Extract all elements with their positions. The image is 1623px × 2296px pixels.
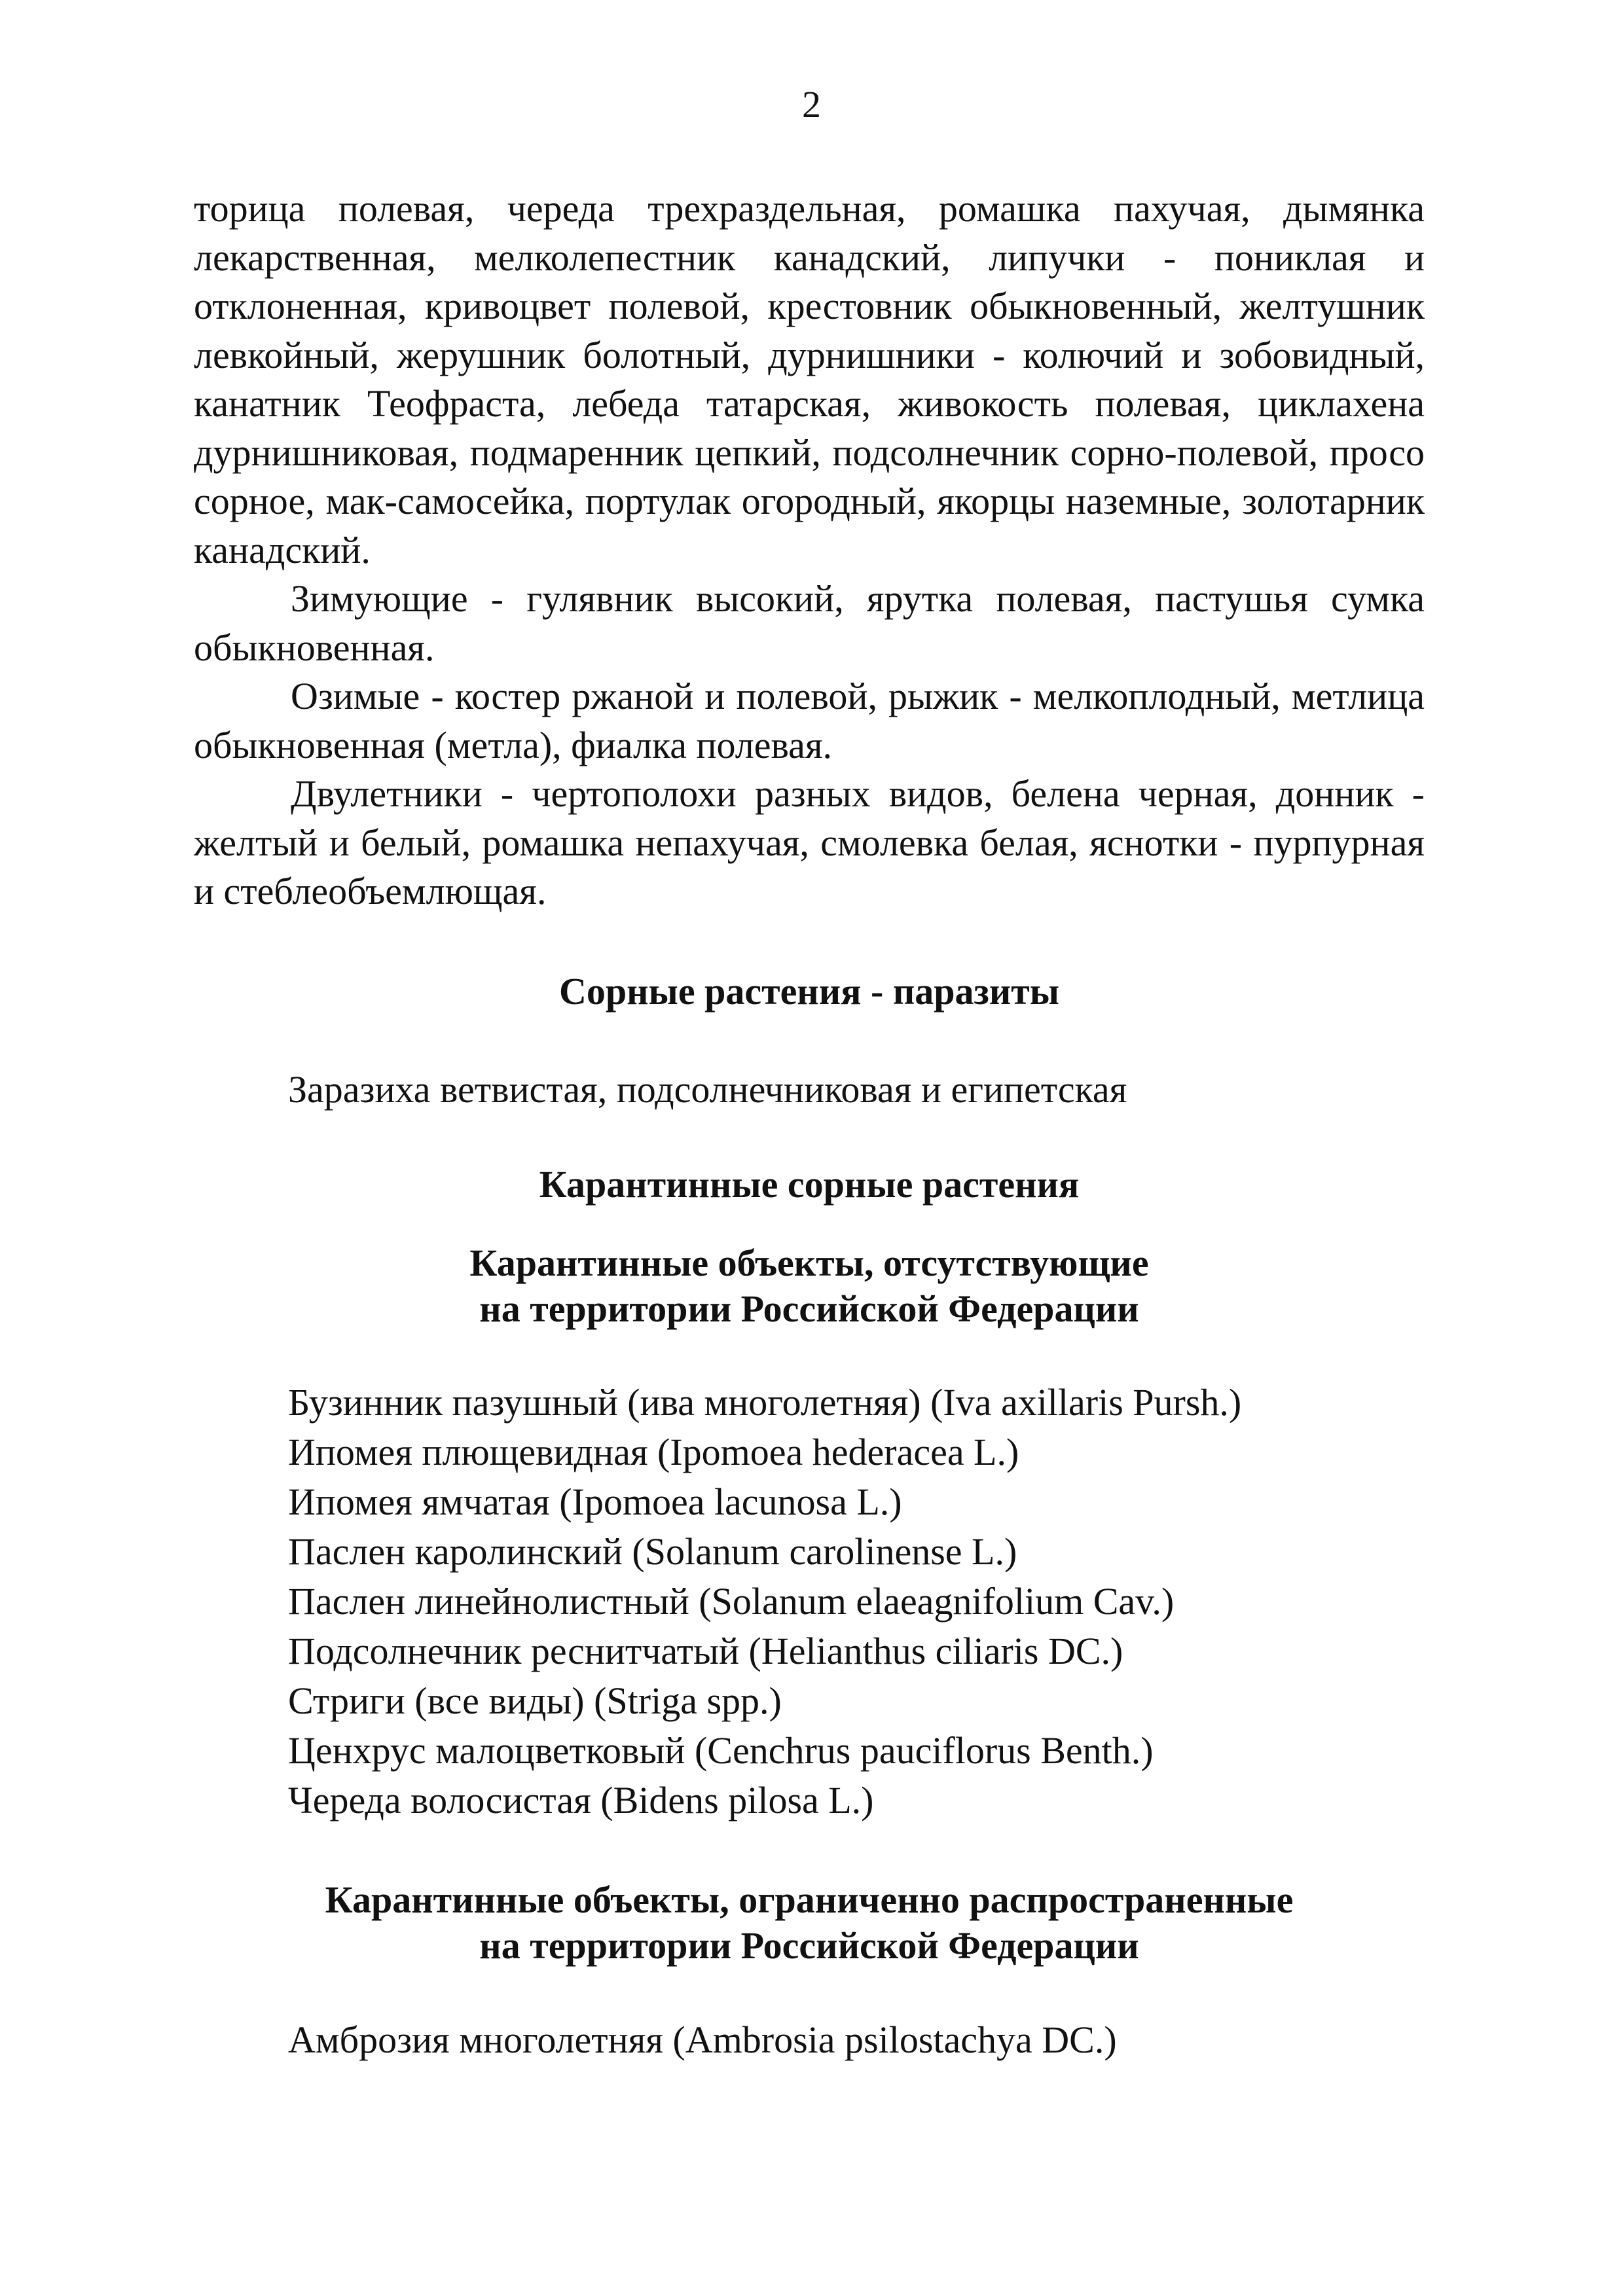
paragraph-annual-weeds-continued: торица полевая, череда трехраздельная, ромашка пахучая, дымянка лекарственная, мелколепестник канадский, липучки - пониклая и отклоненная, кривоцвет полевой, крестовник обыкновенный, желтушник левкойный, жерушник болотный, дурнишники - колючий и зобовидный, канатник Теофраста, лебеда татарская, живокость полевая, циклахена дурнишниковая, подмаренник цепкий, подсолнечник сорно-полевой, просо сорное, мак-самосейка, портулак огородный, якорцы наземные, золотарник канадский. [194, 187, 1425, 571]
paragraph-biennial-weeds: Двулетники - чертополохи разных видов, белена черная, донник - желтый и белый, ромашка непахучая, смолевка белая, яснотки - пурпурная и стеблеобъемлющая. [194, 772, 1425, 912]
absent-objects-heading [194, 1240, 1425, 1332]
list-item: Паслен каролинский (Solanum carolinense L.) [288, 1530, 1017, 1573]
list-item: Бузинник пазушный (ива многолетняя) (Iva axillaris Pursh.) [288, 1381, 1242, 1424]
absent-heading-line-2: на территории Российской Федерации [479, 1287, 1139, 1330]
limited-heading-line-2: на территории Российской Федерации [479, 1924, 1139, 1967]
list-item: Череда волосистая (Bidens pilosa L.) [288, 1779, 874, 1821]
page-number: 2 [802, 83, 821, 126]
list-item: Ипомея ямчатая (Ipomoea lacunosa L.) [288, 1480, 902, 1523]
absent-heading-line-1: Карантинные объекты, отсутствующие [469, 1242, 1149, 1284]
list-item: Ценхрус малоцветковый (Cenchrus pauciflorus Benth.) [288, 1729, 1154, 1772]
paragraph-wintering-weeds: Зимующие - гулявник высокий, ярутка полевая, пастушья сумка обыкновенная. [194, 577, 1425, 669]
paragraph-winter-weeds: Озимые - костер ржаной и полевой, рыжик - мелкоплодный, метлица обыкновенная (метла), фиалка полевая. [194, 675, 1425, 766]
limited-heading-line-1: Карантинные объекты, ограниченно распространенные [325, 1878, 1294, 1921]
list-item: Стриги (все виды) (Striga spp.) [288, 1679, 782, 1722]
limited-objects-heading [194, 1877, 1425, 1969]
list-item: Подсолнечник реснитчатый (Helianthus ciliaris DC.) [288, 1630, 1123, 1672]
list-item: Ипомея плющевидная (Ipomoea hederacea L.) [288, 1431, 1019, 1473]
parasites-item: Заразиха ветвистая, подсолнечниковая и египетская [288, 1068, 1127, 1111]
list-item: Амброзия многолетняя (Ambrosia psilostachya DC.) [288, 2018, 1117, 2061]
list-item: Паслен линейнолистный (Solanum elaeagnifolium Cav.) [288, 1580, 1175, 1623]
weeds-description [194, 185, 1425, 916]
quarantine-heading: Карантинные сорные растения [539, 1163, 1080, 1206]
parasites-heading: Сорные растения - паразиты [558, 970, 1060, 1013]
